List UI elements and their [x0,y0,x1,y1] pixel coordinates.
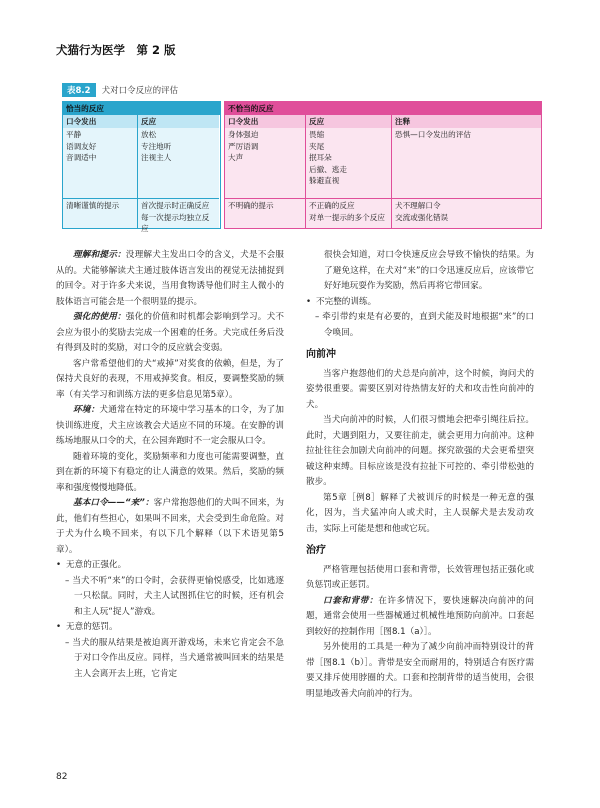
paragraph: 客户常希望他们的犬“戒掉”对奖食的依赖，但是，为了保持犬良好的表现，不用戒掉奖食。相反，要调整奖励的频率（有关学习和训练方法的更多信息见第5章）。 [56,358,284,400]
inappropriate-header: 不恰当的反应 [225,102,541,115]
right-r2c2: 不正确的反应 对单一提示的多个反应 [305,198,391,228]
paragraph: 当客户抱怨他们的犬总是向前冲，这个时候，询问犬的姿势很重要。需要区别对待热情友好的犬和攻击性向前冲的犬。 [306,368,534,410]
table-badge: 表8.2 [62,83,96,97]
section-heading: 治疗 [306,545,326,556]
paragraph: 理解和提示：没理解犬主发出口令的含义，犬是不会服从的。犬能够解读犬主通过肢体语言发出的视觉无法捕捉到的回令。对于许多犬来说，当用食物诱导他们时主人微小的肢体语言可能会是一个很明显的提示。 [56,250,284,307]
right-col1-head: 口令发出 [225,115,305,128]
right-col3-head: 注释 [391,115,541,128]
right-col2-head: 反应 [305,115,391,128]
right-text-column [306,248,534,702]
right-r2c1: 不明确的提示 [225,198,305,228]
paragraph: 口套和背带：在许多情况下，要快速解决向前冲的问题，通常会使用一些器械通过机械性地预防向前冲。口套起到较好的控制作用［图8.1（a）］。 [306,595,534,637]
page-number: 82 [56,772,68,782]
right-r1c1: 身体强迫 严厉语调 大声 [225,128,305,198]
appropriate-header: 恰当的反应 [63,102,220,115]
paragraph: 基本口令——“来”：客户常抱怨他们的犬叫不回来，为此，他们有些担心，如果叫不回来，犬会受到生命危险。对于犬为什么唤不回来，有以下几个解释（以下术语见第5章）。 [56,498,284,555]
sub-list-item: – 当犬的服从结果是被迫离开游戏场，未来它肯定会不急于对口令作出反应。同样，当犬通常被叫回来的结果是主人会离开去上班，它肯定 [65,637,284,679]
paragraph: 随着环境的变化，奖励频率和力度也可能需要调整，直到在新的环境下有稳定的让人满意的效果。然后，奖励的频率和强度慢慢地降低。 [56,451,284,493]
left-r1c2: 放松 专注地听 注视主人 [137,128,219,198]
left-text-column [56,248,284,682]
appropriate-response-block [62,101,221,233]
table-8-2 [62,82,542,233]
left-r2c1: 清晰谨慎的提示 [63,198,137,228]
sub-list-item: – 牵引带约束是有必要的，直到犬能及时地根据“来”的口令唤回。 [315,312,534,338]
left-col1-head: 口令发出 [63,115,137,128]
paragraph: 当犬向前冲的时候，人们很习惯地会把牵引绳往后拉。此时，犬遇到阻力，又要往前走，就会更用力向前冲。这种拉扯往往会加剧犬向前冲的问题。探究欲强的犬会更希望突破这种束缚。目标应该是没有拉扯下可控的、牵引带松弛的散步。 [306,415,534,487]
paragraph: 严格管理包括使用口套和背带，长效管理包括正强化或负惩罚或正惩罚。 [306,564,534,590]
left-r2c2: 首次提示时正确反应 每一次提示均独立反应 [137,198,219,228]
left-col2-head: 反应 [137,115,219,128]
right-r1c2: 畏缩 夹尾 抿耳朵 后撤、逃走 躲避直视 [305,128,391,198]
paragraph: 另外使用的工具是一种为了减少向前冲而特别设计的背带［图8.1（b）］。背带是安全而耐用的，特别适合有医疗需要又排斥使用脖圈的犬。口套和控制背带的适当使用，会很明显地改善犬向前冲的行为。 [306,642,534,699]
right-r1c3: 恐惧—口令发出的评估 [391,128,541,198]
inappropriate-response-block [224,101,542,229]
sub-list-item: – 当犬不听“来”的口令时，会获得更愉悦感受，比如逃逐一只松鼠。同时，犬主人试图抓住它的时候，还有机会和主人玩“捉人”游戏。 [65,575,284,617]
list-item: • 无意的正强化。 [56,558,284,574]
table-caption [62,82,542,98]
running-head: 犬猫行为医学 第 2 版 [56,43,176,57]
paragraph: 强化的使用：强化的价值和时机都会影响到学习。犬不会应为很小的奖励去完成一个困难的任务。犬完成任务后没有得到及时的奖励，对口令的反应就会变弱。 [56,312,284,353]
paragraph: 第5章［例8］解释了犬被训斥的时候是一种无意的强化，因为，当犬猛冲向人或犬时，主人误解犬是去发动攻击，实际上可能是想和他或它玩。 [306,492,534,534]
table-title: 犬对口令反应的评估 [101,86,179,96]
left-r1c1: 平静 语调友好 音调适中 [63,128,137,198]
paragraph: 环境：犬通常在特定的环境中学习基本的口令，为了加快训练进度，犬主应该教会犬适应不同的环境。在安静的训练场地服从口令的犬，在公园奔跑时不一定会服从口令。 [56,405,284,446]
sub-list-item-continued: 很快会知道，对口令快速反应会导致不愉快的结果。为了避免这样，在犬对“来”的口令迅速反应后，应该带它好好地玩耍作为奖励，然后再将它带回家。 [324,250,534,291]
section-heading: 向前冲 [306,349,336,360]
right-r2c3: 犬不理解口令 交流或强化错误 [391,198,541,228]
list-item: • 无意的惩罚。 [56,620,284,636]
list-item: • 不完整的训练。 [306,295,534,311]
